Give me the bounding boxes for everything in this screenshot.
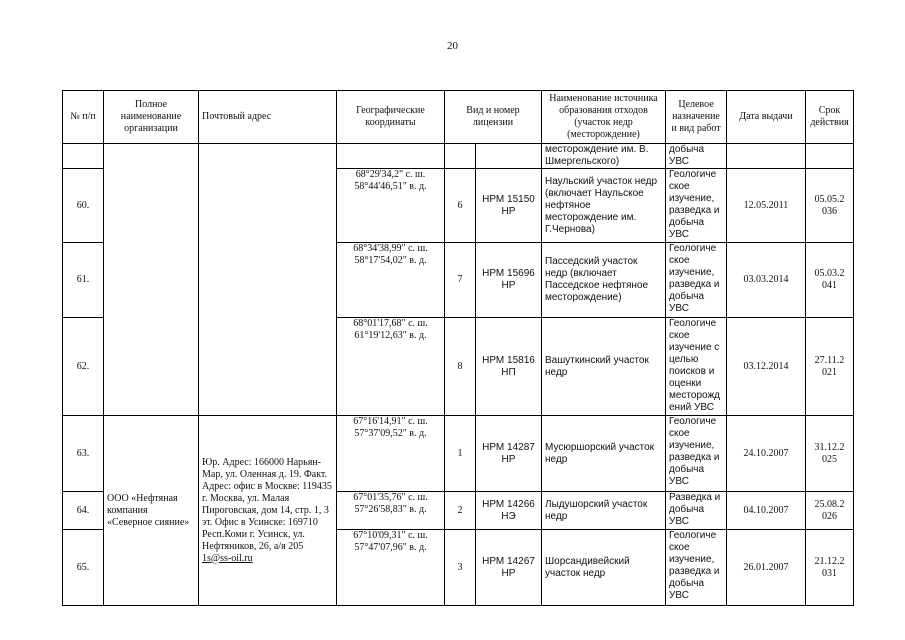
- cell-addr: [199, 416, 337, 606]
- cell-date: 03.03.2014: [727, 243, 806, 318]
- header-addr: Почтовый адрес: [199, 91, 337, 144]
- cell-term: 21.12.2 031: [806, 530, 854, 606]
- cell-idx: [445, 144, 476, 169]
- cell-date: 03.12.2014: [727, 318, 806, 416]
- cell-source: месторождение им. В. Шмергельского): [542, 144, 666, 169]
- cell-coords: 67°01'35,76" с. ш. 57°26'58,83" в. д.: [337, 492, 445, 530]
- cell-term: 05.03.2 041: [806, 243, 854, 318]
- cell-term: 31.12.2 025: [806, 416, 854, 492]
- cell-num: 60.: [63, 169, 104, 243]
- cell-idx: 6: [445, 169, 476, 243]
- cell-term: 05.05.2 036: [806, 169, 854, 243]
- header-row: [63, 91, 854, 144]
- cell-source: Мусюршорский участок недр: [542, 416, 666, 492]
- cell-coords: 67°10'09,31" с. ш. 57°47'07,96" в. д.: [337, 530, 445, 606]
- cell-coords: 68°01'17,68" с. ш. 61°19'12,63" в. д.: [337, 318, 445, 416]
- cell-source: Шорсандивейский участок недр: [542, 530, 666, 606]
- cell-purpose: Геологиче ское изучение, разведка и добыча УВС: [666, 169, 727, 243]
- cell-purpose: Геологиче ское изучение, разведка и добыча УВС: [666, 416, 727, 492]
- cell-term: 25.08.2 026: [806, 492, 854, 530]
- cell-addr-empty: [199, 144, 337, 416]
- cell-term: 27.11.2 021: [806, 318, 854, 416]
- cell-num: 62.: [63, 318, 104, 416]
- cell-coords: 67°16'14,91" с. ш. 57°37'09,52" в. д.: [337, 416, 445, 492]
- address-text: Юр. Адрес: 166000 Нарьян-Мар, ул. Оленная д. 19. Факт. Адрес: офис в Москве: 119435 г. Москва, ул. Малая Пироговская, дом 14, стр. 1, 3 эт. Офис в Усинске: 169710 Респ.Коми г. Усинск, ул. Нефтяников, 26, а/я 205: [202, 456, 332, 552]
- cell-num: 64.: [63, 492, 104, 530]
- cell-date: 26.01.2007: [727, 530, 806, 606]
- header-term: Срок действия: [806, 91, 854, 144]
- email-link[interactable]: 1s@ss-oil.ru: [202, 552, 253, 564]
- cell-purpose: Геологиче ское изучение, разведка и добыча УВС: [666, 530, 727, 606]
- cell-idx: 2: [445, 492, 476, 530]
- cell-date: 24.10.2007: [727, 416, 806, 492]
- cell-num: 63.: [63, 416, 104, 492]
- cell-source: Лыдушорский участок недр: [542, 492, 666, 530]
- cell-source: Пасседский участок недр (включает Пасседское нефтяное месторождение): [542, 243, 666, 318]
- cell-idx: 7: [445, 243, 476, 318]
- cell-idx: 8: [445, 318, 476, 416]
- cell-term: [806, 144, 854, 169]
- header-num: № п/п: [63, 91, 104, 144]
- table-row: [63, 416, 854, 492]
- header-purpose: Целевое назначение и вид работ: [666, 91, 727, 144]
- header-org: Полное наименование организации: [104, 91, 199, 144]
- cell-org-empty: [104, 144, 199, 416]
- header-source: Наименование источника образования отходов (участок недр (месторождение): [542, 91, 666, 144]
- cell-source: Наульский участок недр (включает Наульское нефтяное месторождение им. Г.Чернова): [542, 169, 666, 243]
- cell-license: НРМ 14266 НЭ: [476, 492, 542, 530]
- cell-license: НРМ 15816 НП: [476, 318, 542, 416]
- cell-license: НРМ 14267 НР: [476, 530, 542, 606]
- page-number: 20: [447, 40, 458, 52]
- cell-coords: 68°34'38,99" с. ш. 58°17'54,02" в. д.: [337, 243, 445, 318]
- cell-num: [63, 144, 104, 169]
- cell-source: Вашуткинский участок недр: [542, 318, 666, 416]
- cell-license: [476, 144, 542, 169]
- cell-purpose: добыча УВС: [666, 144, 727, 169]
- cell-date: 04.10.2007: [727, 492, 806, 530]
- header-license: Вид и номер лицензии: [445, 91, 542, 144]
- cell-purpose: Геологиче ское изучение, разведка и добыча УВС: [666, 243, 727, 318]
- cell-date: 12.05.2011: [727, 169, 806, 243]
- cell-num: 65.: [63, 530, 104, 606]
- cell-purpose: Разведка и добыча УВС: [666, 492, 727, 530]
- header-coords: Географические координаты: [337, 91, 445, 144]
- cell-idx: 1: [445, 416, 476, 492]
- cell-coords: [337, 144, 445, 169]
- table-row-continuation: [63, 144, 854, 169]
- cell-license: НРМ 15696 НР: [476, 243, 542, 318]
- cell-date: [727, 144, 806, 169]
- cell-purpose: Геологиче ское изучение с целью поисков и оценки месторожд ений УВС: [666, 318, 727, 416]
- cell-idx: 3: [445, 530, 476, 606]
- cell-coords: 68°29'34,2" с. ш. 58°44'46,51" в. д.: [337, 169, 445, 243]
- cell-org: ООО «Нефтяная компания «Северное сияние»: [104, 416, 199, 606]
- license-table: [62, 90, 854, 606]
- cell-license: НРМ 15150 НР: [476, 169, 542, 243]
- header-date: Дата выдачи: [727, 91, 806, 144]
- cell-num: 61.: [63, 243, 104, 318]
- cell-license: НРМ 14287 НР: [476, 416, 542, 492]
